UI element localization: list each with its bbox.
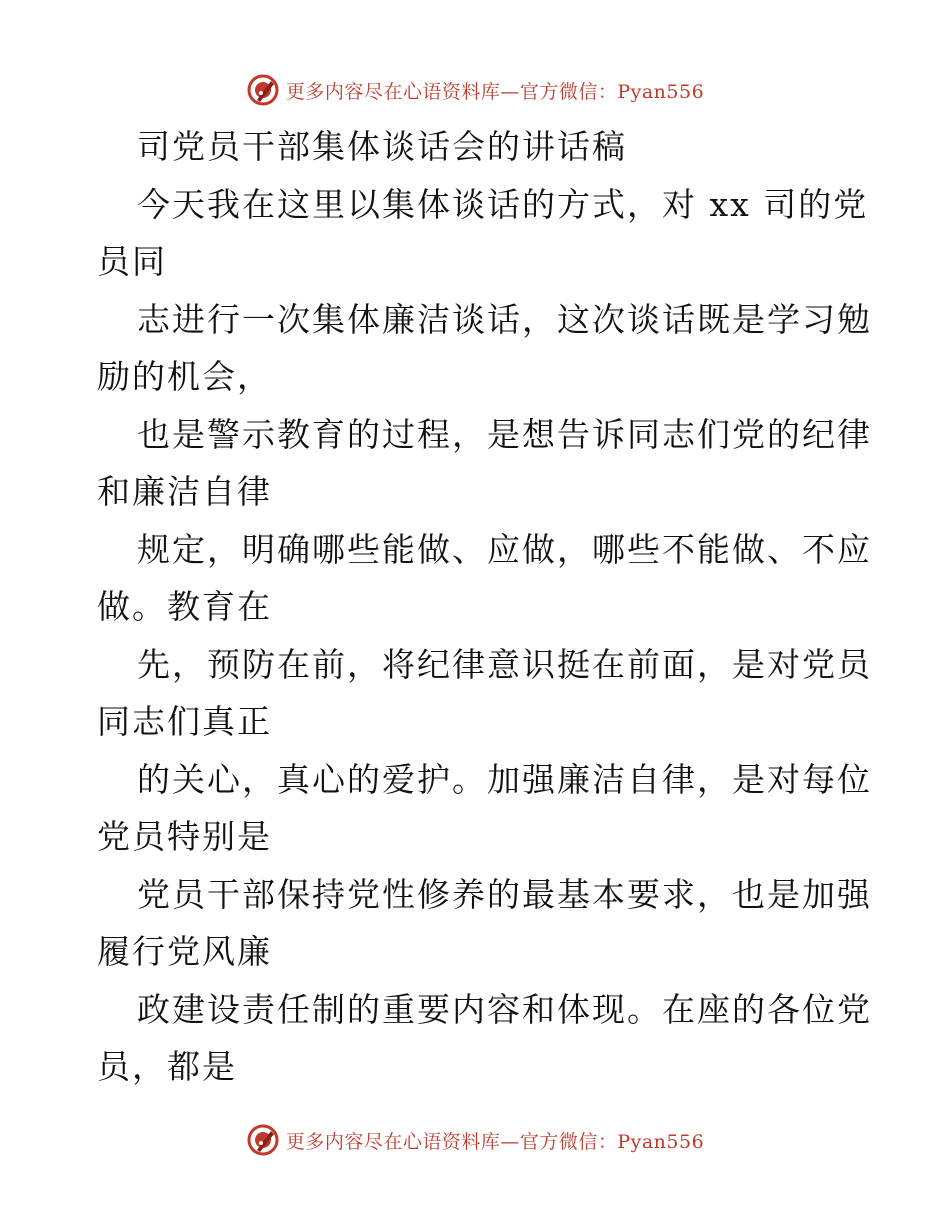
paragraph-line: 党员干部保持党性修养的最基本要求，也是加强 xyxy=(137,874,872,914)
header-banner xyxy=(0,70,950,110)
paragraph-line: 员同 xyxy=(97,242,167,281)
header-banner-text: 更多内容尽在心语资料库—官方微信：Pyan556 xyxy=(285,80,705,103)
paragraph-line: 员，都是 xyxy=(97,1047,237,1086)
paragraph-line: 志进行一次集体廉洁谈话，这次谈话既是学习勉 xyxy=(137,299,872,339)
pen-nib-logo-icon xyxy=(246,1123,280,1157)
paragraph-line: 励的机会， xyxy=(97,357,272,396)
footer-banner xyxy=(0,1120,950,1160)
paragraph-line: 履行党风廉 xyxy=(97,932,272,971)
document-body xyxy=(97,118,872,1096)
pen-nib-logo-icon xyxy=(246,73,280,107)
paragraph-line: 先，预防在前，将纪律意识挺在前面，是对党员 xyxy=(137,644,872,684)
paragraph-line: 党员特别是 xyxy=(97,817,272,856)
footer-banner-text: 更多内容尽在心语资料库—官方微信：Pyan556 xyxy=(285,1130,705,1153)
paragraph-line: 今天我在这里以集体谈话的方式，对 xx 司的党 xyxy=(137,184,869,224)
paragraph-line: 和廉洁自律 xyxy=(97,472,272,511)
paragraph-line: 规定，明确哪些能做、应做，哪些不能做、不应 xyxy=(137,529,872,569)
paragraph-line: 做。教育在 xyxy=(97,587,272,626)
paragraph-line: 政建设责任制的重要内容和体现。在座的各位党 xyxy=(137,989,872,1029)
paragraph-line: 的关心，真心的爱护。加强廉洁自律，是对每位 xyxy=(137,759,872,799)
paragraph-line: 同志们真正 xyxy=(97,702,272,741)
document-title: 司党员干部集体谈话会的讲话稿 xyxy=(137,127,627,166)
paragraph-line: 也是警示教育的过程，是想告诉同志们党的纪律 xyxy=(137,414,872,454)
